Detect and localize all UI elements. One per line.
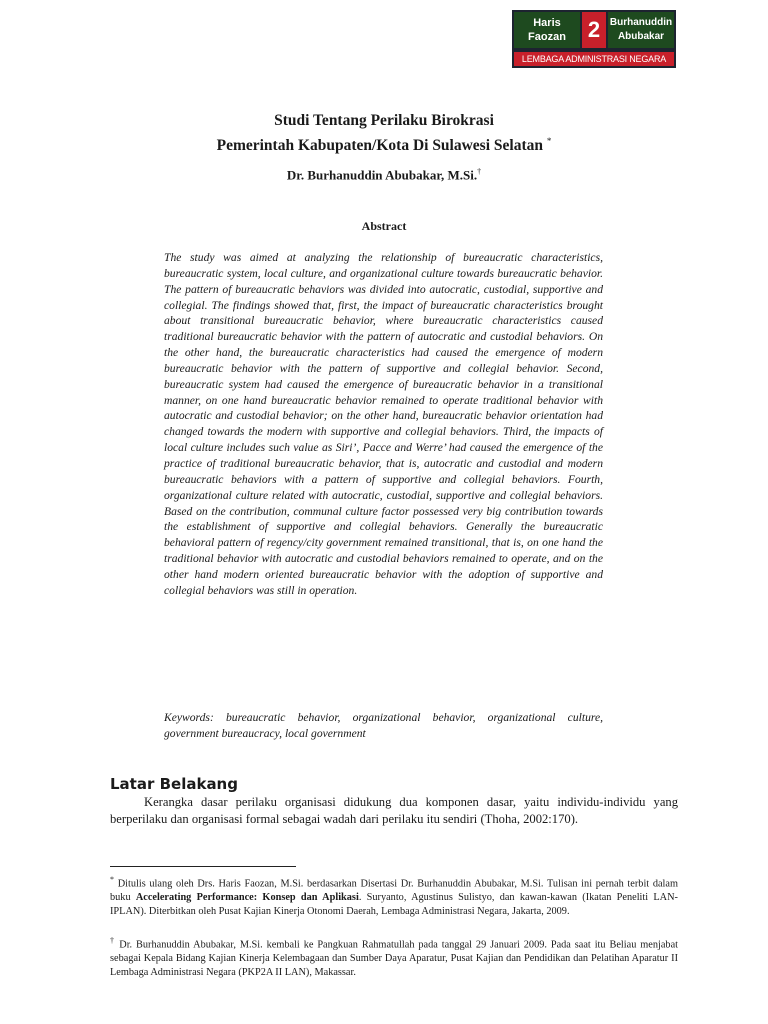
abstract-text: The study was aimed at analyzing the relationship of bureaucratic characteristics, bureaucratic system, local culture, and organizational culture towards bureaucratic behavior. The pattern of bureaucratic behaviors was divided into autocratic, custodial, supportive and collegial. The findings showed that, first, the impact of bureaucratic characteristics brought about transitional bureaucratic behavior, where bureaucratic characteristics caused traditional bureaucratic behavior with the pattern of autocratic and custodial behaviors. On the other hand, the bureaucratic characteristics had caused the emergence of modern bureaucratic behavior with the pattern of supportive and collegial behavior. Second, bureaucratic system had caused the emergence of bureaucratic behavior in a transitional manner, on one hand bureaucratic behavior remained to operate traditional behavior with autocratic and custodial behavior; on the other hand, bureaucratic behavior orientation had changed towards the modern with supportive and collegial behaviors. Third, the impacts of local culture includes such value as Siri’, Pacce and Werre’ had caused the emergence of the practice of traditional bureaucratic behavior, that is, autocratic and custodial and modern bureaucratic behaviors with a pattern of supportive and collegial behaviors. Fourth, organizational culture related with autocratic, custodial, supportive and collegial behaviors. Based on the contribution, communal culture factor possessed very big contribution towards the establishment of supportive and collegial behaviors. Generally the bureaucratic behavioral pattern of regency/city government remained transitional, that is, on one hand the traditional behavior with autocratic and custodial behaviors remained to operate, and on the other hand modern oriented bureaucratic behavior with the adoption of supportive and collegial behaviors was still in operation. [164, 251, 603, 597]
logo-number: 2 [582, 12, 606, 48]
footnote-2-mark: † [110, 936, 116, 945]
title-line-2-text: Pemerintah Kabupaten/Kota Di Sulawesi Selatan [216, 137, 543, 155]
logo-left-name: Haris Faozan [514, 12, 580, 48]
section-paragraph: Kerangka dasar perilaku organisasi didukung dua komponen dasar, yaitu individu-individu yang berperilaku dan organisasi formal sebagai wadah dari perilaku itu sendiri (Thoha, 2002:170). [110, 795, 678, 826]
footnote-1-book-title: Accelerating Performance: Konsep dan Aplikasi [135, 892, 359, 904]
logo-right-name: Burhanuddin Abubakar [608, 12, 674, 48]
footnote-1-text-a: Ditulis ulang oleh Drs. Haris Faozan, M.Si. berdasarkan Disertasi Dr. Burhanuddin Abubakar, M.Si. Tulisan ini pernah terbit dalam buku [110, 878, 678, 904]
title-line-2 [100, 131, 668, 156]
footnote-divider [110, 866, 296, 867]
logo-top [512, 10, 676, 50]
title-footnote-mark: * [546, 136, 552, 146]
header-logo [512, 10, 676, 68]
author-name: Dr. Burhanuddin Abubakar, M.Si. [286, 167, 478, 183]
abstract-heading: Abstract [361, 219, 407, 233]
author-footnote-mark: † [477, 167, 482, 176]
footnote-1 [110, 873, 678, 919]
section-heading: Latar Belakang [110, 775, 238, 793]
keywords-text: Keywords: bureaucratic behavior, organizational behavior, organizational culture, government bureaucracy, local government [164, 711, 603, 740]
title-line-1: Studi Tentang Perilaku Birokrasi [274, 112, 494, 129]
footnote-2-text: Dr. Burhanuddin Abubakar, M.Si. kembali ke Pangkuan Rahmatullah pada tanggal 29 Januari 2009. Pada saat itu Beliau menjabat sebagai Kepala Bidang Kajian Kinerja Kelembagaan dan Sumber Daya Aparatur, Pusat Kajian dan Pendidikan dan Pelatihan Aparatur II Lembaga Administrasi Negara (PKP2A II LAN), Makassar. [110, 939, 679, 979]
footnote-2 [110, 934, 678, 980]
logo-org-name: LEMBAGA ADMINISTRASI NEGARA [514, 52, 674, 66]
paper-author [100, 167, 668, 183]
paper-title [100, 111, 668, 156]
footnote-1-text-b: . Suryanto, Agustinus Sulistyo, dan kawan-kawan (Ikatan Peneliti LAN-IPLAN). Diterbitkan oleh Pusat Kajian Kinerja Otonomi Daerah, Lembaga Administrasi Negara, Jakarta, 2009. [110, 892, 678, 918]
footnote-1-mark: * [110, 875, 114, 884]
